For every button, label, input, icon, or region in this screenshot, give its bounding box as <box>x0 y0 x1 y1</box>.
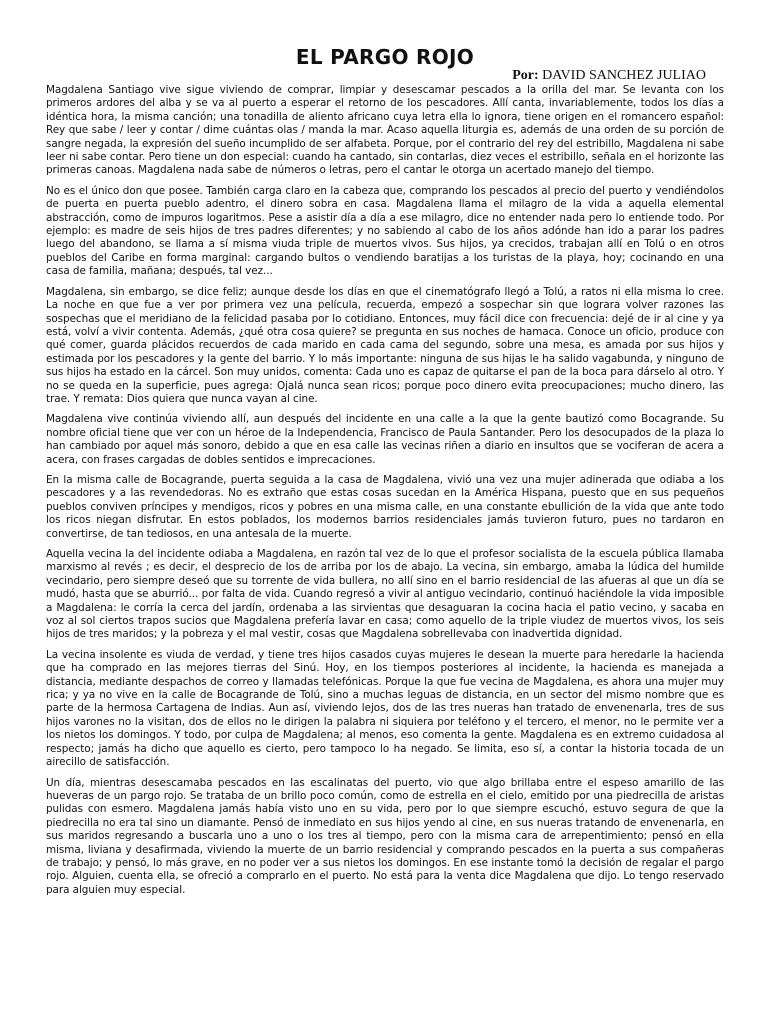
author-name: DAVID SANCHEZ JULIAO <box>542 68 706 83</box>
paragraph: Aquella vecina la del incidente odiaba a Magdalena, en razón tal vez de lo que el profesor socialista de la escuela pública llamaba marxismo al revés ; es decir, el desprecio de los de arriba por los de abajo. La vecina, sin embargo, amaba la lúdica del humilde vecindario, pero siempre deseó que su torrente de vida bullera, no allí sino en el barrio residencial de las afueras al que un día se mudó, hasta que se aburrió... por falta de vida. Cuando regresó a vivir al antiguo vecindario, continuó haciéndole la vida imposible a Magdalena: le corría la cerca del jardín, ordenaba a las sirvientas que desaguaran la cocina hacia el patio vecino, y sacaba en voz al sol ciertos trapos sucios que Magdalena prefería lavar en casa; como aquello de la triple viudez de muertos vivos, los seis hijos de tres maridos; y la pobreza y el mal vestir, cosas que Magdalena sobrellevaba con inadvertida dignidad. <box>46 548 724 641</box>
paragraph: Magdalena, sin embargo, se dice feliz; aunque desde los días en que el cinematógrafo llegó a Tolú, a ratos ni ella misma lo cree. La noche en que fue a ver por primera vez una película, recuerda, empezó a sospechar sin que lograra volver razones las sospechas que el meridiano de la felicidad pasaba por lo cotidiano. Entonces, muy fácil dice con frecuencia: dejé de ir al cine y ya está, volví a vivir contenta. Además, ¿qué otra cosa quiere? se pregunta en sus noches de hamaca. Conoce un oficio, produce con qué comer, guarda plácidos recuerdos de cada marido en cada cama del segundo, sobre una mesa, es amada por sus hijos y estimada por los pescadores y la gente del barrio. Y lo más importante: ninguna de sus hijas le ha salido vagabunda, y ninguno de sus hijos ha estado en la cárcel. Son muy unidos, comenta: Cada uno es capaz de quitarse el pan de la boca para dárselo al otro. Y no se queda en la superficie, pues agrega: Ojalá nunca sean ricos; porque poco dinero evita preocupaciones; mucho dinero, las trae. Y remata: Dios quiera que nunca vayan al cine. <box>46 285 724 405</box>
byline-label: Por: <box>512 68 539 83</box>
paragraph: Un día, mientras desescamaba pescados en las escalinatas del puerto, vio que algo brillaba entre el espeso amarillo de las hueveras de un pargo rojo. Se trataba de un brillo poco común, como de estrella en el cielo, emitido por una piedrecilla de aristas pulidas con esmero. Magdalena jamás había visto uno en su vida, pero por lo que siempre escuchó, estuvo segura de que la piedrecilla no era tal sino un diamante. Pensó de inmediato en sus hijos yendo al cine, en sus nueras tratando de envenenarla, en sus maridos regresando a buscarla uno a uno o los tres al tiempo, pero con la misma cara de arrepentimiento; pensó en ella misma, liviana y desafirmada, viviendo la muerte de un barrio residencial y comprando pescados en la puerta a sus compañeras de trabajo; y pensó, lo más grave, en no poder ver a sus nietos los domingos. En ese instante tomó la decisión de regalar el pargo rojo. Alguien, cuenta ella, se ofreció a comprarlo en el puerto. No está para la venta dice Magdalena que dijo. Lo tengo reservado para alguien muy especial. <box>46 776 724 896</box>
paragraph: En la misma calle de Bocagrande, puerta seguida a la casa de Magdalena, vivió una vez una mujer adinerada que odiaba a los pescadores y a las revendedoras. No es extraño que estas cosas sucedan en la América Hispana, puesto que en sus pequeños pueblos conviven príncipes y mendigos, ricos y pobres en una misma calle, en una constante ebullición de la vida que ante todo los ricos niegan disfrutar. En estos poblados, los modernos barrios residenciales jamás tuvieron futuro, pues no tardaron en convertirse, de tan tediosos, en una antesala de la muerte. <box>46 473 724 540</box>
paragraph: La vecina insolente es viuda de verdad, y tiene tres hijos casados cuyas mujeres le desean la muerte para heredarle la hacienda que ha comprado en las mejores tierras del Sinú. Hoy, en los tiempos posteriores al incidente, la hacienda es manejada a distancia, mediante despachos de correo y llamadas telefónicas. Porque la que fue vecina de Magdalena, es ahora una mujer muy rica; y ya no vive en la calle de Bocagrande de Tolú, sino a muchas leguas de distancia, en un sector del mismo nombre que es parte de la hermosa Cartagena de Indias. Aun así, viviendo lejos, dos de las tres nueras han tratado de envenenarla, tres de sus hijos varones no la visitan, dos de ellos no le dirigen la palabra ni siquiera por teléfono y el tercero, el menor, no le permite ver a los nietos los domingos. Y todo, por culpa de Magdalena; al menos, eso comenta la gente. Magdalena es en extremo cuidadosa al respecto; jamás ha dicho que aquello es cierto, pero tampoco lo ha negado. Se limita, eso sí, a contar la historia tocada de un airecillo de satisfacción. <box>46 648 724 769</box>
document-title: EL PARGO ROJO <box>295 45 475 69</box>
document-body <box>46 84 724 897</box>
paragraph: No es el único don que posee. También carga claro en la cabeza que, comprando los pescados al precio del puerto y vendiéndolos de puerta en puerta pueblo adentro, el dinero sobra en casa. Magdalena llama el milagro de la vida a aquella elemental abstracción, como de impuros logaritmos. Pese a asistir día a día a ese milagro, dice no entender nada pero lo entiende todo. Por ejemplo: es madre de seis hijos de tres padres diferentes; y no sabiendo al cabo de los años adónde han ido a parar los padres luego del abandono, se llama a sí misma viuda triple de muertos vivos. Sus hijos, ya crecidos, trabajan allí en Tolú o en otros pueblos del Caribe en forma marginal: cargando bultos o vendiendo baratijas a los turistas de la playa, hoy; cocinando en una casa de familia, mañana; después, tal vez... <box>46 184 724 278</box>
paragraph: Magdalena Santiago vive sigue viviendo de comprar, limpiar y desescamar pescados a la orilla del mar. Se levanta con los primeros ardores del alba y se va al puerto a esperar el retorno de los pescadores. Allí canta, invariablemente, todos los días a idéntica hora, la misma canción; una tonadilla de aliento africano cuya letra ella lo ignora, tiene origen en el romancero español: Rey que sabe / leer y contar / dime cuántas olas / manda la mar. Acaso aquella liturgia es, además de una orden de su porción de sangre negada, la expresión del sueño incumplido de ser alfabeta. Porque, por el contrario del rey del estribillo, Magdalena ni sabe leer ni sabe contar. Pero tiene un don especial: cuando ha cantado, sin contarlas, diez veces el estribillo, señala en el horizonte las primeras canoas. Magdalena nada sabe de números o letras, pero el cantar le otorga un acertado manejo del tiempo. <box>46 84 724 177</box>
paragraph: Magdalena vive continúa viviendo allí, aun después del incidente en una calle a la que la gente bautizó como Bocagrande. Su nombre oficial tiene que ver con un héroe de la Independencia, Francisco de Paula Santander. Pero los desocupados de la plaza lo han cambiado por aquel más sonoro, debido a que en esa calle las vecinas riñen a diario en insultos que se vociferan de acera a acera, con frases cargadas de dobles sentidos e imprecaciones. <box>46 413 724 466</box>
byline <box>46 68 706 84</box>
